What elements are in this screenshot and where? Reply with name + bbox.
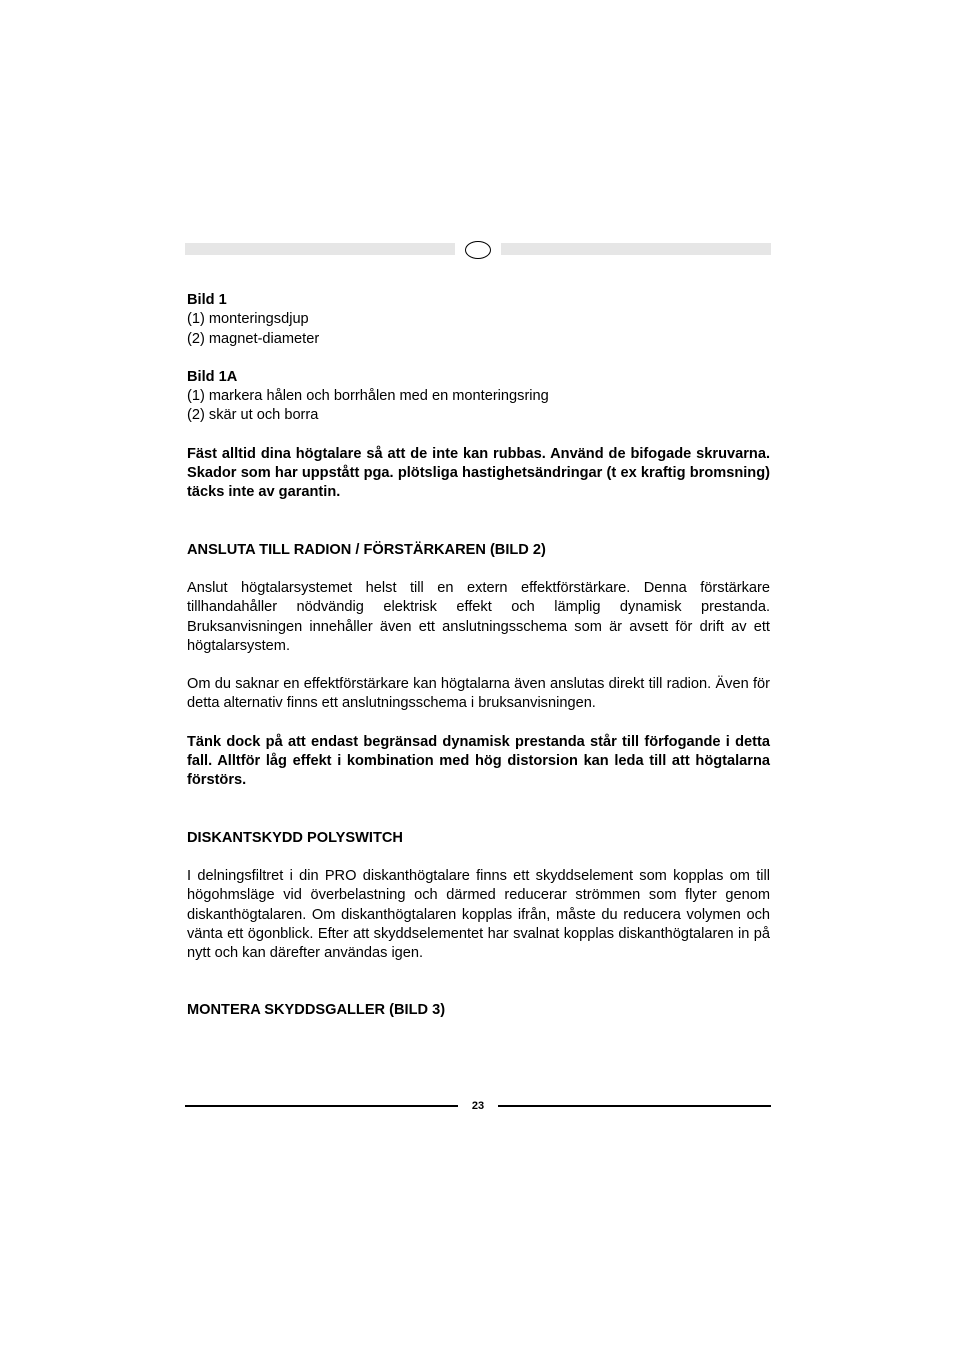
page-number: 23 [471, 1100, 485, 1112]
mounting-warning: Fäst alltid dina högtalare så att de inte kan rubbas. Använd de bifogade skruvarna. Skador som har uppstått pga. plötsliga hastighetsändringar (t ex kraftig bromsning) täcks inte av garantin. [187, 445, 770, 501]
figure1-item-1: (1) monteringsdjup [187, 311, 309, 328]
section-polyswitch-paragraph: I delningsfiltret i din PRO diskanthögtalare finns ett skyddselement som kopplas om till högohmsläge vid överbelastning och därmed reducerar strömmen som flyter genom diskanthögtalaren. Om diskanthögtalaren kopplas ifrån, måste du reducera volymen och vänta ett ögonblick. Efter att skyddselementet har svalnat kopplas diskanthögtalaren in på nytt och kan därefter användas igen. [187, 867, 770, 962]
figure1a-item-2: (2) skär ut och borra [187, 407, 319, 424]
language-marker-oval [465, 241, 491, 259]
figure1a-title: Bild 1A [187, 368, 238, 385]
footer-rule-right [498, 1105, 771, 1107]
footer-rule-left [185, 1105, 458, 1107]
figure1a-item-1: (1) markera hålen och borrhålen med en monteringsring [187, 388, 549, 405]
section-grille-heading: MONTERA SKYDDSGALLER (BILD 3) [187, 1002, 446, 1019]
section-connect-warning: Tänk dock på att endast begränsad dynamisk prestanda står till förfogande i detta fall. Alltför låg effekt i kombination med hög distorsion kan leda till att högtalarna förstörs. [187, 733, 770, 789]
figure1-item-2: (2) magnet-diameter [187, 330, 320, 347]
page-content [187, 291, 770, 1021]
section-connect-paragraph-1: Anslut högtalarsystemet helst till en extern effektförstärkare. Denna förstärkare tillhandahåller nödvändig elektrisk effekt och lämplig dynamisk prestanda. Bruksanvisningen innehåller även ett anslutningsschema som är avsett för drift av ett högtalarsystem. [187, 579, 770, 654]
section-connect-heading: ANSLUTA TILL RADION / FÖRSTÄRKAREN (BILD 2) [187, 541, 546, 558]
section-connect-paragraph-2: Om du saknar en effektförstärkare kan högtalarna även anslutas direkt till radion. Även för detta alternativ finns ett anslutningsschema i bruksanvisningen. [187, 676, 770, 712]
header-bar-right [501, 243, 771, 255]
header-bar-left [185, 243, 455, 255]
section-polyswitch-heading: DISKANTSKYDD POLYSWITCH [187, 829, 403, 846]
figure1-title: Bild 1 [187, 292, 227, 308]
